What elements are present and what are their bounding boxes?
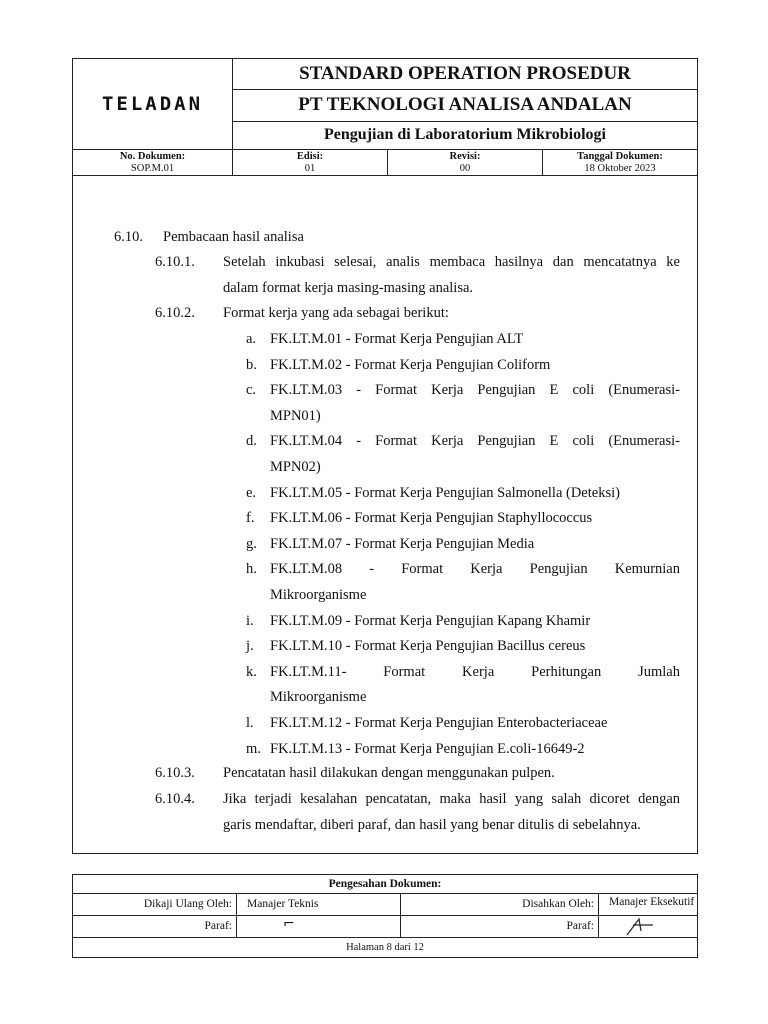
meta-date: Tanggal Dokumen: 18 Oktober 2023 bbox=[577, 151, 663, 174]
paragraph-line: Jika terjadi kesalahan pencatatan, maka hasil yang salah dicoret dengan bbox=[223, 791, 680, 807]
list-item: FK.LT.M.04 - Format Kerja Pengujian E coli (Enumerasi- bbox=[270, 433, 680, 450]
meta-revision: Revisi: 00 bbox=[388, 150, 543, 176]
logo-cell bbox=[73, 59, 233, 149]
sop-title: STANDARD OPERATION PROSEDUR bbox=[233, 59, 697, 90]
page-number: Halaman 8 dari 12 bbox=[346, 942, 424, 953]
list-item: FK.LT.M.12 - Format Kerja Pengujian Enterobacteriaceae bbox=[270, 715, 608, 731]
meta-edition: Edisi: 01 bbox=[233, 150, 388, 176]
reviewed-label: Dikaji Ulang Oleh: bbox=[73, 893, 237, 915]
list-letter: g. bbox=[246, 535, 257, 552]
section-title: Pembacaan hasil analisa bbox=[163, 229, 304, 245]
item-number: 6.10.2. bbox=[155, 305, 195, 321]
list-item: FK.LT.M.13 - Format Kerja Pengujian E.coli-16649-2 bbox=[270, 740, 585, 757]
list-letter: d. bbox=[246, 433, 257, 450]
paraf-reviewer bbox=[237, 915, 401, 937]
list-item: FK.LT.M.06 - Format Kerja Pengujian Staphyllococcus bbox=[270, 510, 593, 527]
list-item-continuation: MPN02) bbox=[270, 459, 321, 475]
list-letter: m. bbox=[246, 740, 261, 757]
approved-label: Disahkan Oleh: bbox=[401, 893, 599, 915]
document-subject: Pengujian di Laboratorium Mikrobiologi bbox=[324, 126, 606, 143]
paragraph-line: dalam format kerja masing-masing analisa. bbox=[223, 280, 474, 296]
list-item: FK.LT.M.09 - Format Kerja Pengujian Kapang Khamir bbox=[270, 612, 591, 629]
list-item-continuation: Mikroorganisme bbox=[270, 689, 367, 706]
list-letter: h. bbox=[246, 561, 257, 578]
document-header bbox=[72, 58, 698, 176]
paraf-approver bbox=[599, 915, 697, 937]
list-item: FK.LT.M.08 - Format Kerja Pengujian Kemurnian bbox=[270, 561, 680, 578]
paragraph-line: Format kerja yang ada sebagai berikut: bbox=[223, 305, 449, 321]
list-letter: b. bbox=[246, 356, 257, 373]
list-letter: i. bbox=[246, 612, 254, 629]
list-item-continuation: Mikroorganisme bbox=[270, 587, 367, 603]
approval-table bbox=[72, 874, 698, 958]
list-letter: c. bbox=[246, 382, 257, 399]
list-item: FK.LT.M.11- Format Kerja Perhitungan Jumlah bbox=[270, 663, 680, 680]
list-item-continuation: MPN01) bbox=[270, 407, 321, 424]
list-item: FK.LT.M.02 - Format Kerja Pengujian Coliform bbox=[270, 356, 551, 373]
paraf-row bbox=[73, 915, 697, 938]
list-item: FK.LT.M.10 - Format Kerja Pengujian Bacillus cereus bbox=[270, 638, 586, 655]
list-item: FK.LT.M.07 - Format Kerja Pengujian Media bbox=[270, 535, 535, 552]
item-number: 6.10.1. bbox=[155, 254, 195, 270]
approval-heading: Pengesahan Dokumen: bbox=[73, 875, 697, 894]
list-letter: f. bbox=[246, 510, 255, 527]
list-letter: j. bbox=[246, 638, 254, 655]
list-item: FK.LT.M.03 - Format Kerja Pengujian E coli (Enumerasi- bbox=[270, 382, 680, 399]
paragraph-line: Pencatatan hasil dilakukan dengan menggunakan pulpen. bbox=[223, 765, 555, 781]
signature-mark: ⌐ bbox=[283, 916, 295, 932]
list-letter: a. bbox=[246, 331, 257, 347]
paragraph-line: Setelah inkubasi selesai, analis membaca hasilnya dan mencatatnya ke bbox=[223, 254, 680, 270]
item-number: 6.10.4. bbox=[155, 791, 195, 807]
section-number: 6.10. bbox=[114, 229, 143, 245]
list-letter: e. bbox=[246, 484, 257, 501]
list-item: FK.LT.M.01 - Format Kerja Pengujian ALT bbox=[270, 331, 524, 347]
approval-row bbox=[73, 893, 697, 916]
list-item: FK.LT.M.05 - Format Kerja Pengujian Salmonella (Deteksi) bbox=[270, 484, 620, 501]
company-logo: TELADAN bbox=[101, 93, 204, 115]
list-letter: l. bbox=[246, 715, 254, 731]
list-letter: k. bbox=[246, 663, 257, 680]
item-number: 6.10.3. bbox=[155, 765, 195, 781]
paraf-label-reviewer: Paraf: bbox=[73, 915, 237, 937]
reviewed-value: Manajer Teknis bbox=[237, 893, 401, 915]
signature-mark bbox=[619, 915, 679, 937]
paraf-label-approver: Paraf: bbox=[401, 915, 599, 937]
document-meta-row bbox=[73, 149, 697, 176]
company-name: PT TEKNOLOGI ANALISA ANDALAN bbox=[233, 89, 697, 122]
approved-value: Manajer Eksekutif bbox=[609, 896, 695, 908]
meta-doc-number: No. Dokumen: SOP.M.01 bbox=[73, 150, 233, 176]
paragraph-line: garis mendaftar, diberi paraf, dan hasil yang benar ditulis di sebelahnya. bbox=[223, 817, 641, 833]
